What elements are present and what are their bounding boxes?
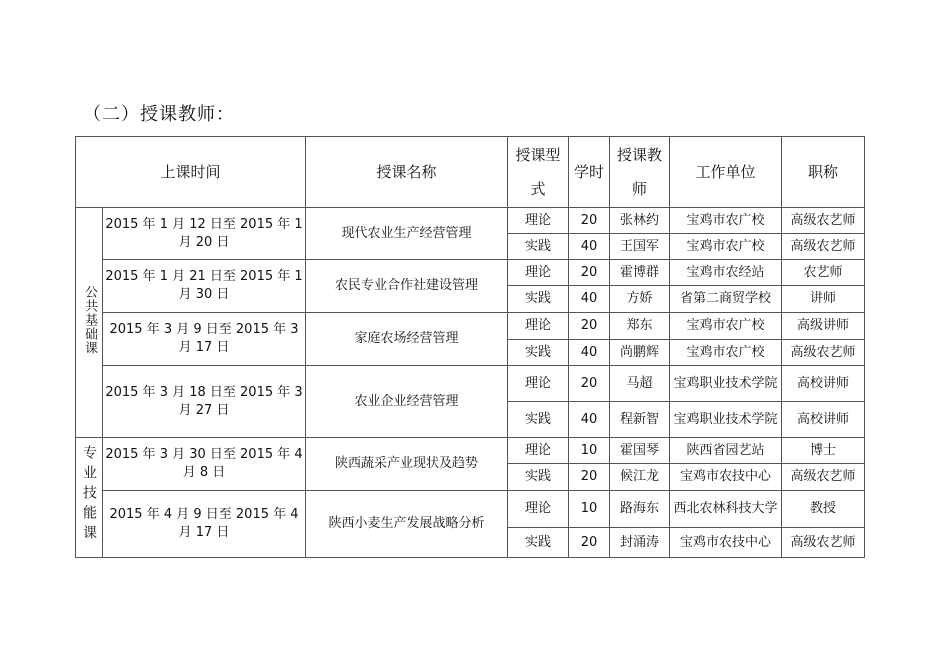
session-type: 理论 [508, 491, 569, 528]
session-hours: 10 [569, 491, 610, 528]
category-cell [76, 208, 103, 438]
session-type: 实践 [508, 528, 569, 558]
course-time: 2015 年 3 月 9 日至 2015 年 3 月 17 日 [103, 313, 306, 366]
session-teacher: 方娇 [610, 286, 670, 313]
header-row [76, 137, 865, 208]
header-unit: 工作单位 [670, 137, 782, 208]
session-hours: 20 [569, 366, 610, 402]
session-type: 理论 [508, 260, 569, 286]
session-unit: 宝鸡市农广校 [670, 340, 782, 366]
header-type: 授课型式 [508, 137, 569, 208]
session-rank: 高校讲师 [782, 366, 865, 402]
session-type: 实践 [508, 402, 569, 438]
category-cell [76, 438, 103, 558]
session-type: 实践 [508, 234, 569, 260]
session-teacher: 霍博群 [610, 260, 670, 286]
course-name: 农民专业合作社建设管理 [306, 260, 508, 313]
session-rank: 高级农艺师 [782, 464, 865, 491]
category-label: 公共基础课 [82, 284, 97, 355]
session-rank: 讲师 [782, 286, 865, 313]
session-teacher: 郑东 [610, 313, 670, 340]
course-time: 2015 年 3 月 30 日至 2015 年 4 月 8 日 [103, 438, 306, 491]
session-unit: 西北农林科技大学 [670, 491, 782, 528]
session-hours: 40 [569, 286, 610, 313]
session-rank: 高级农艺师 [782, 234, 865, 260]
session-teacher: 马超 [610, 366, 670, 402]
session-unit: 宝鸡职业技术学院 [670, 366, 782, 402]
table-row [76, 208, 865, 234]
header-hours: 学时 [569, 137, 610, 208]
session-teacher: 封涌涛 [610, 528, 670, 558]
session-type: 理论 [508, 438, 569, 464]
session-hours: 40 [569, 234, 610, 260]
header-time: 上课时间 [76, 137, 306, 208]
session-hours: 20 [569, 208, 610, 234]
session-type: 实践 [508, 286, 569, 313]
session-hours: 40 [569, 340, 610, 366]
session-unit: 宝鸡市农经站 [670, 260, 782, 286]
session-type: 实践 [508, 340, 569, 366]
course-time: 2015 年 4 月 9 日至 2015 年 4 月 17 日 [103, 491, 306, 558]
header-course: 授课名称 [306, 137, 508, 208]
session-hours: 20 [569, 464, 610, 491]
session-rank: 高级农艺师 [782, 340, 865, 366]
header-rank: 职称 [782, 137, 865, 208]
session-hours: 20 [569, 260, 610, 286]
course-name: 陕西蔬采产业现状及趋势 [306, 438, 508, 491]
session-hours: 10 [569, 438, 610, 464]
table-row [76, 366, 865, 402]
session-rank: 农艺师 [782, 260, 865, 286]
session-teacher: 张林约 [610, 208, 670, 234]
session-rank: 高级农艺师 [782, 528, 865, 558]
section-title: （二）授课教师： [83, 104, 235, 125]
session-unit: 宝鸡市农技中心 [670, 464, 782, 491]
session-hours: 20 [569, 528, 610, 558]
session-rank: 博士 [782, 438, 865, 464]
session-type: 理论 [508, 313, 569, 340]
session-hours: 20 [569, 313, 610, 340]
session-teacher: 霍国琴 [610, 438, 670, 464]
course-time: 2015 年 3 月 18 日至 2015 年 3 月 27 日 [103, 366, 306, 438]
session-hours: 40 [569, 402, 610, 438]
session-unit: 省第二商贸学校 [670, 286, 782, 313]
session-teacher: 尚鹏辉 [610, 340, 670, 366]
course-time: 2015 年 1 月 21 日至 2015 年 1 月 30 日 [103, 260, 306, 313]
session-unit: 宝鸡市农广校 [670, 234, 782, 260]
session-type: 实践 [508, 464, 569, 491]
course-name: 农业企业经营管理 [306, 366, 508, 438]
session-teacher: 程新智 [610, 402, 670, 438]
course-time: 2015 年 1 月 12 日至 2015 年 1 月 20 日 [103, 208, 306, 260]
table-row [76, 438, 865, 464]
teacher-schedule-table [75, 136, 865, 558]
course-name: 陕西小麦生产发展战略分析 [306, 491, 508, 558]
session-unit: 宝鸡市农广校 [670, 208, 782, 234]
category-label: 专业技能课 [81, 444, 97, 545]
session-unit: 宝鸡市农技中心 [670, 528, 782, 558]
session-rank: 高级讲师 [782, 313, 865, 340]
session-teacher: 候江龙 [610, 464, 670, 491]
course-name: 现代农业生产经营管理 [306, 208, 508, 260]
course-name: 家庭农场经营管理 [306, 313, 508, 366]
header-teacher: 授课教师 [610, 137, 670, 208]
session-rank: 教授 [782, 491, 865, 528]
session-rank: 高校讲师 [782, 402, 865, 438]
table-row [76, 260, 865, 286]
session-unit: 宝鸡职业技术学院 [670, 402, 782, 438]
session-teacher: 路海东 [610, 491, 670, 528]
session-rank: 高级农艺师 [782, 208, 865, 234]
session-type: 理论 [508, 366, 569, 402]
session-type: 理论 [508, 208, 569, 234]
table-row [76, 313, 865, 340]
session-unit: 宝鸡市农广校 [670, 313, 782, 340]
session-teacher: 王国军 [610, 234, 670, 260]
table-row [76, 491, 865, 528]
session-unit: 陕西省园艺站 [670, 438, 782, 464]
